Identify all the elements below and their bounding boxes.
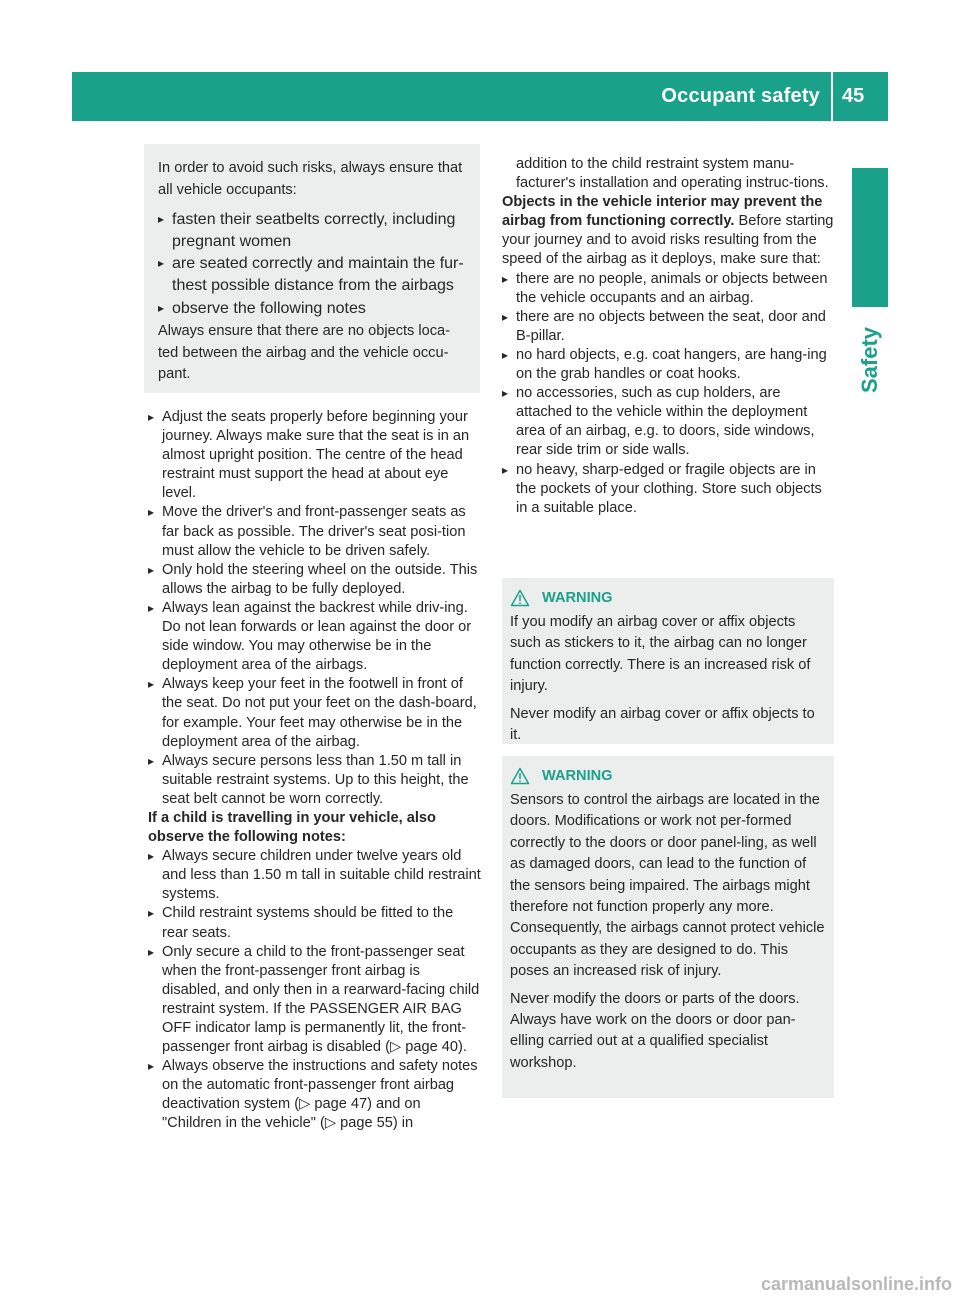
continuation-text: addition to the child restraint system manu-facturer's installation and operating instruc-tions. xyxy=(516,156,829,192)
warning-label: WARNING xyxy=(542,768,613,784)
intro-box xyxy=(144,144,480,393)
list-item: ▸ there are no objects between the seat, door and B-pillar. xyxy=(502,308,834,346)
list-item: ▸ Child restraint systems should be fitted to the rear seats. xyxy=(148,904,482,942)
warning-box-door-sensors xyxy=(502,756,834,1098)
list-item: ▸ Always lean against the backrest while driv-ing. Do not lean forwards or lean against the door or side window. You may otherwise be in the deployment area of the airbags. xyxy=(148,599,482,675)
intro-note: Always ensure that there are no objects loca-ted between the airbag and the vehicle occu-pant. xyxy=(158,323,451,383)
child-list xyxy=(148,847,482,1133)
list-item: ▸ observe the following notes xyxy=(158,298,468,320)
warning-heading xyxy=(510,764,826,788)
list-item: ▸ Always keep your feet in the footwell in front of the seat. Do not put your feet on the dash-board, for example. Your feet may otherwise be in the deployment area of the airbag. xyxy=(148,675,482,751)
list-item: ▸ no heavy, sharp-edged or fragile objects are in the pockets of your clothing. Store such objects in a suitable place. xyxy=(502,461,834,518)
list-item: ▸ Move the driver's and front-passenger seats as far back as possible. The driver's seat posi-tion must allow the vehicle to be driven safely. xyxy=(148,503,482,560)
warning-triangle-icon xyxy=(510,767,530,785)
warning-box-airbag-cover xyxy=(502,578,834,744)
seat-list xyxy=(148,408,482,809)
page-number: 45 xyxy=(842,85,865,107)
objects-heading: Objects in the vehicle interior may prevent the airbag from functioning correctly. xyxy=(502,194,823,230)
warning-label: WARNING xyxy=(542,590,613,606)
warning-text: Sensors to control the airbags are located in the doors. Modifications or work not per-formed correctly to the doors or door panel-ling, as well as damaged doors, can lead to the function of the sensors being impaired. The airbags might therefore not function properly any more. Consequently, the airbags cannot protect vehicle occupants as they are designed to do. This poses an increased risk of injury. xyxy=(510,792,825,980)
watermark: carmanualsonline.info xyxy=(760,1274,952,1294)
list-item: ▸ Adjust the seats properly before beginning your journey. Always make sure that the seat is in an almost upright position. The centre of the head restraint must support the head at about eye level. xyxy=(148,408,482,503)
list-item: ▸ no hard objects, e.g. coat hangers, are hang-ing on the grab handles or coat hooks. xyxy=(502,346,834,384)
list-item: ▸ Only secure a child to the front-passenger seat when the front-passenger front airbag is disabled, and only then in a rearward-facing child restraint system. If the PASSENGER AIR BAG OFF indicator lamp is permanently lit, the front-passenger front airbag is disabled (▷ page 40). xyxy=(148,943,482,1058)
warning-text: If you modify an airbag cover or affix objects such as stickers to it, the airbag can no longer function correctly. There is an increased risk of injury. xyxy=(510,614,811,695)
header-divider xyxy=(831,72,833,121)
left-column xyxy=(148,408,482,1134)
warning-text: Never modify an airbag cover or affix objects to it. xyxy=(510,705,815,744)
list-item: ▸ there are no people, animals or objects between the vehicle occupants and an airbag. xyxy=(502,270,834,308)
page-header xyxy=(72,72,888,121)
list-item: ▸ Always observe the instructions and safety notes on the automatic front-passenger front airbag deactivation system (▷ page 47) and on "Children in the vehicle" (▷ page 55) in xyxy=(148,1057,482,1133)
list-item: ▸ fasten their seatbelts correctly, including pregnant women xyxy=(158,209,468,252)
objects-list xyxy=(502,270,834,518)
list-item: ▸ Always secure persons less than 1.50 m tall in suitable restraint systems. Up to this height, the seat belt cannot be worn correctly. xyxy=(148,752,482,809)
warning-text: Never modify the doors or parts of the doors. Always have work on the doors or door pan-elling carried out at a qualified specialist workshop. xyxy=(510,990,800,1071)
list-item: ▸ are seated correctly and maintain the fur-thest possible distance from the airbags xyxy=(158,253,468,296)
intro-list xyxy=(158,209,468,319)
child-heading: If a child is travelling in your vehicle, also observe the following notes: xyxy=(148,809,436,846)
list-item: ▸ Only hold the steering wheel on the outside. This allows the airbag to be fully deployed. xyxy=(148,561,482,599)
chapter-label: Safety xyxy=(857,326,882,394)
section-title: Occupant safety xyxy=(661,85,820,107)
list-item: ▸ no accessories, such as cup holders, are attached to the vehicle within the deployment area of an airbag, e.g. to doors, side windows, rear side trim or side walls. xyxy=(502,384,834,460)
warning-triangle-icon xyxy=(510,589,530,607)
objects-paragraph xyxy=(502,193,834,269)
right-column xyxy=(502,155,834,518)
warning-heading xyxy=(510,586,826,610)
chapter-tab xyxy=(852,168,888,307)
intro-lead: In order to avoid such risks, always ensure that all vehicle occupants: xyxy=(158,160,463,198)
list-item: ▸ Always secure children under twelve years old and less than 1.50 m tall in suitable child restraint systems. xyxy=(148,847,482,904)
objects-lead: Before starting your journey and to avoid risks resulting from the speed of the airbag as it deploys, make sure that: xyxy=(502,213,834,268)
